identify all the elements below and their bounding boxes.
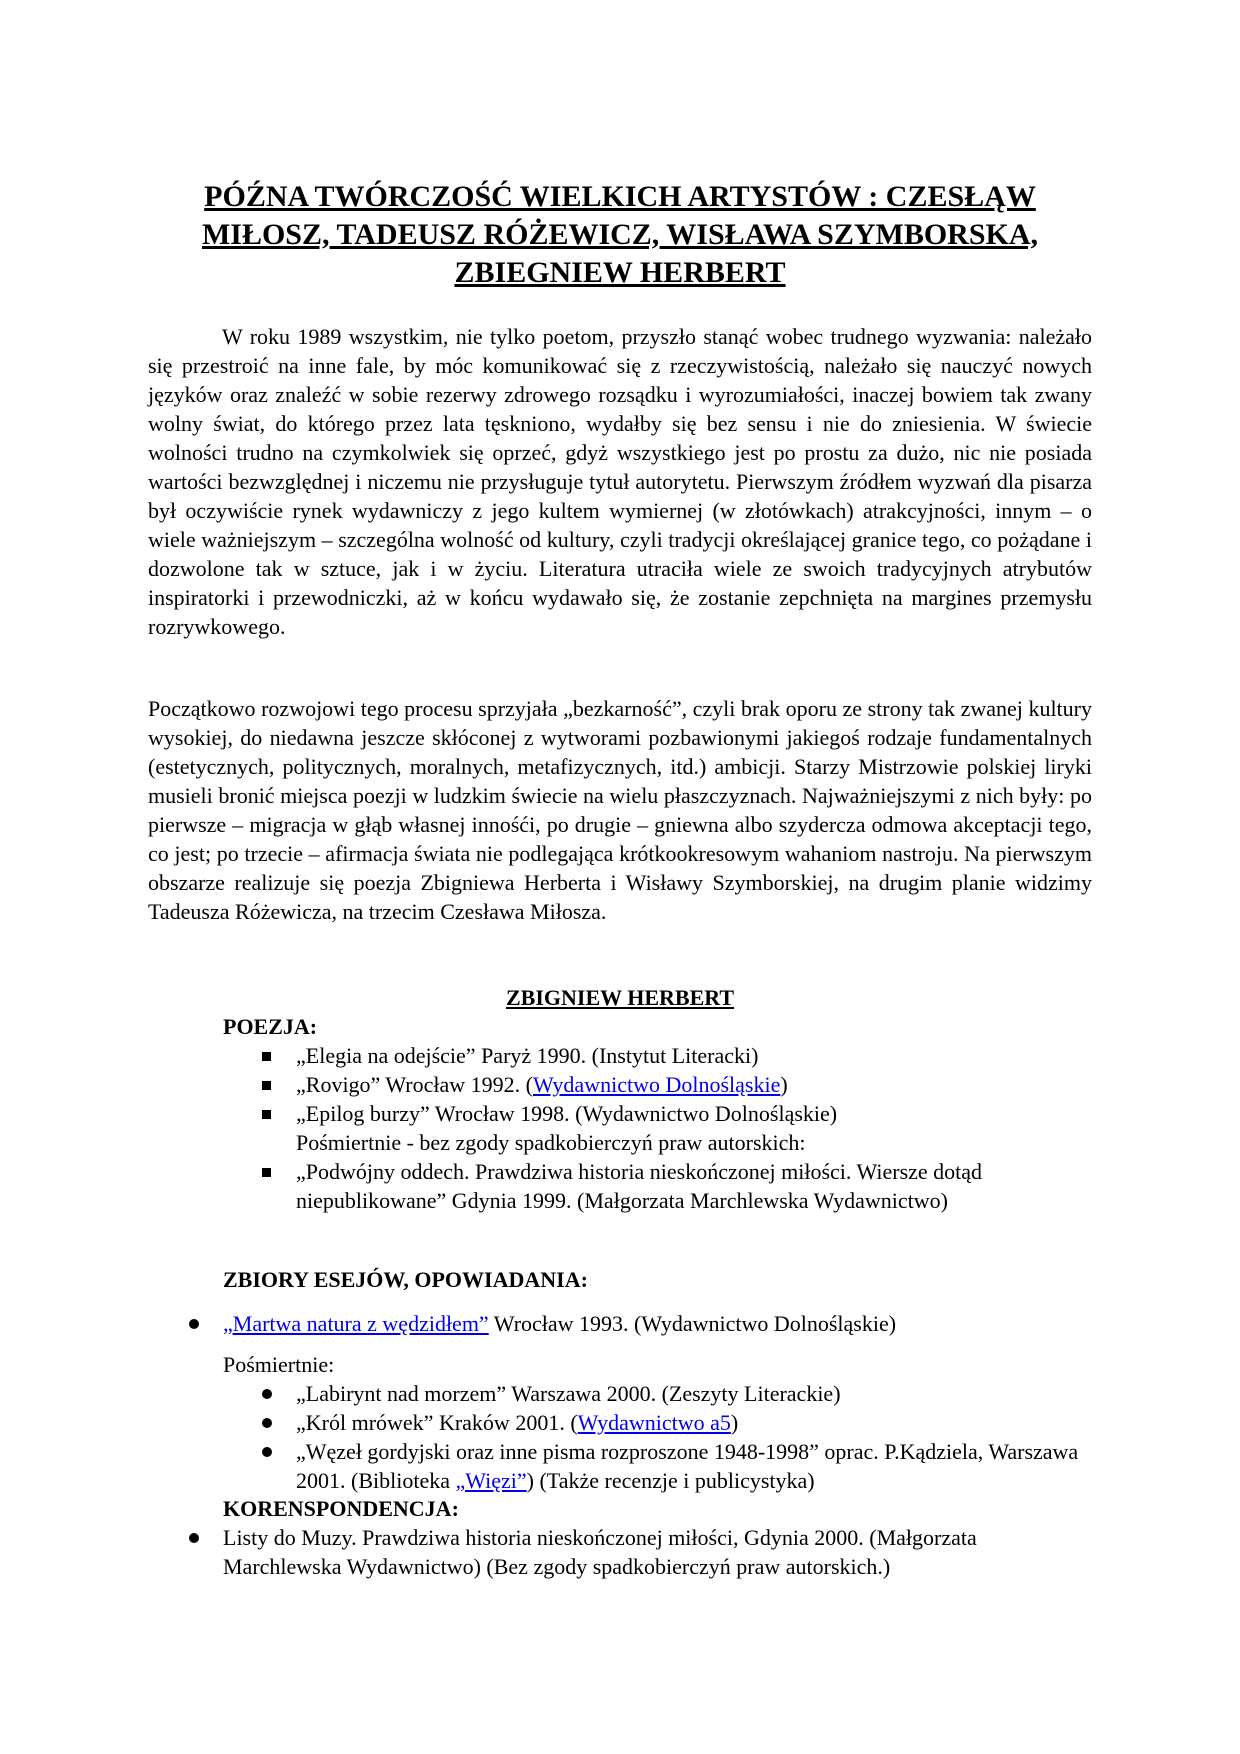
list-item-text: „Podwójny oddech. Prawdziwa historia nieskończonej miłości. Wiersze dotąd niepublikowane” Gdynia 1999. (Małgorzata Marchlewska Wydawnictwo) <box>296 1159 983 1213</box>
posthumous-note <box>296 1128 1086 1157</box>
list-item <box>296 1070 1086 1099</box>
list-item <box>296 1157 1086 1215</box>
list-item-text: „Węzeł gordyjski oraz inne pisma rozproszone 1948-1998” oprac. P.Kądziela, Warszawa 2001. (Biblioteka <box>296 1439 1079 1493</box>
list-item-text: „Rovigo” Wrocław 1992. ( <box>296 1072 533 1097</box>
posthumous-label: Pośmiertnie: <box>223 1352 335 1377</box>
list-item <box>296 1041 1086 1070</box>
list-item-text: „Elegia na odejście” Paryż 1990. (Instytut Literacki) <box>296 1043 759 1068</box>
title-line-2: MIŁOSZ, TADEUSZ RÓŻEWICZ, WISŁAWA SZYMBORSKA, <box>201 218 1039 251</box>
list-item <box>296 1408 1096 1437</box>
intro-paragraph: W roku 1989 wszystkim, nie tylko poetom, przyszło stanąć wobec trudnego wyzwania: należało się przestroić na inne fale, by móc komunikować się z rzeczywistością, należało się nauczyć nowych języków oraz znaleźć w sobie rezerwy zdrowego rozsądku i wyrozumiałości, inaczej bowiem tak zwany wolny świat, do którego przez lata tęskniono, wydałby się bez sensu i nie do zniesienia. W świecie wolności trudno na czymkolwiek się oprzeć, gdyż wszystkiego jest po prostu za dużo, nic nie posiada wartości bezwzględnej i niczemu nie przysługuje tytuł autorytetu. Pierwszym źródłem wyzwań dla pisarza był oczywiście rynek wydawniczy z jego kultem wymiernej (w złotówkach) atrakcyjności, innym – o wiele ważniejszym – szczególna wolność od kultury, czyli tradycji określającej granice tego, co pożądane i dozwolone tak w sztuce, jak i w życiu. Literatura utraciła wiele ze swoich tradycyjnych atrybutów inspiratorki i przewodniczki, aż w końcu wydawało się, że zostanie zepchnięta na margines przemysłu rozrywkowego. <box>148 324 1092 639</box>
section-heading-herbert: ZBIGNIEW HERBERT <box>505 985 735 1010</box>
list-item-text: ) (Także recenzje i publicystyka) <box>526 1468 815 1493</box>
title-line-3: ZBIEGNIEW HERBERT <box>454 256 786 289</box>
list-item <box>223 1523 1083 1581</box>
poezja-heading: POEZJA: <box>223 1014 318 1039</box>
list-item-text: „Labirynt nad morzem” Warszawa 2000. (Zeszyty Literackie) <box>296 1381 841 1406</box>
publisher-link[interactable]: Wydawnictwo Dolnośląskie <box>532 1072 781 1097</box>
list-item <box>296 1099 1086 1128</box>
second-paragraph: Początkowo rozwojowi tego procesu sprzyjała „bezkarność”, czyli brak oporu ze strony tak zwanej kultury wysokiej, do niedawna jeszcze skłóconej z wytworami pozbawionymi jakiegoś rodzaje fundamentalnych (estetycznych, politycznych, moralnych, metafizycznych, itd.) ambicji. Starzy Mistrzowie polskiej liryki musieli bronić miejsca poezji w ludzkim świecie na wielu płaszczyznach. Najważniejszymi z nich były: po pierwsze – migracja w głąb własnej innośći, po drugie – gniewna albo szydercza odmowa akceptacji tego, co jest; po trzecie – afirmacja świata nie podlegająca krótkookresowym wahaniom nastroju. Na pierwszym obszarze realizuje się poezja Zbigniewa Herberta i Wisławy Szymborskiej, na drugim planie widzimy Tadeusza Różewicza, na trzecim Czesława Miłosza. <box>148 696 1092 924</box>
list-item <box>296 1379 1096 1408</box>
posthumous-list <box>296 1379 1096 1495</box>
list-item <box>296 1437 1096 1495</box>
list-item-text: Wrocław 1993. (Wydawnictwo Dolnośląskie) <box>488 1311 897 1336</box>
book-link[interactable]: „Martwa natura z wędzidłem” <box>223 1311 489 1336</box>
title-line-1: PÓŹNA TWÓRCZOŚĆ WIELKICH ARTYSTÓW : CZESŁĄW <box>204 180 1036 213</box>
korespondencja-list <box>223 1523 1083 1581</box>
zbiory-heading: ZBIORY ESEJÓW, OPOWIADANIA: <box>223 1267 588 1292</box>
zbiory-list <box>223 1309 1083 1338</box>
list-item-text: Listy do Muzy. Prawdziwa historia nieskończonej miłości, Gdynia 2000. (Małgorzata Marchlewska Wydawnictwo) (Bez zgody spadkobierczyń praw autorskich.) <box>223 1525 977 1579</box>
poezja-list <box>296 1041 1086 1215</box>
note-text: Pośmiertnie - bez zgody spadkobierczyń praw autorskich: <box>296 1130 806 1155</box>
korespondencja-heading: KORENSPONDENCJA: <box>223 1496 459 1521</box>
list-item-text: „Król mrówek” Kraków 2001. ( <box>296 1410 578 1435</box>
publisher-link[interactable]: Wydawnictwo a5 <box>577 1410 731 1435</box>
list-item-text: ) <box>730 1410 739 1435</box>
publisher-link[interactable]: „Więzi” <box>455 1468 527 1493</box>
list-item <box>223 1309 1083 1338</box>
list-item-text: ) <box>780 1072 788 1097</box>
document-title <box>140 178 1100 292</box>
list-item-text: „Epilog burzy” Wrocław 1998. (Wydawnictwo Dolnośląskie) <box>296 1101 838 1126</box>
